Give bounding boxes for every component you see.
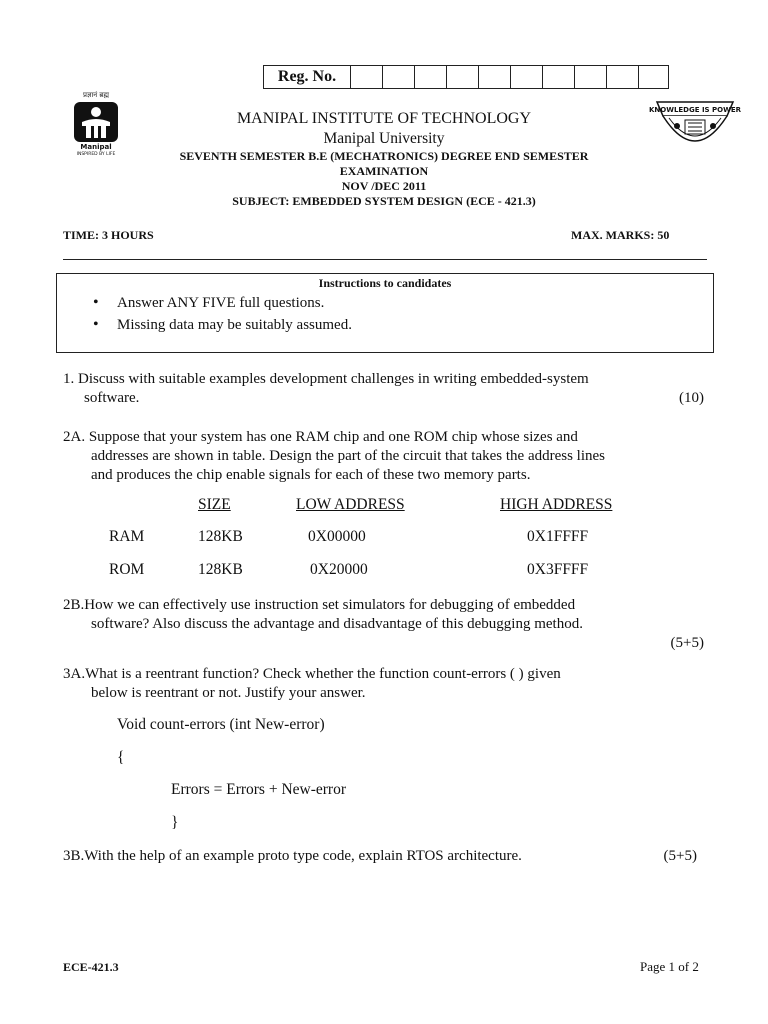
question-3a-line2: below is reentrant or not. Justify your answer. [91,685,366,701]
table-row [100,528,612,561]
institute-name: MANIPAL INSTITUTE OF TECHNOLOGY [236,110,532,127]
table-cell-chip: ROM [109,561,145,578]
table-cell-high: 0X3FFFF [527,561,589,578]
footer-page-number: Page 1 of 2 [640,959,699,974]
reg-no-label: Reg. No. [264,66,351,88]
question-1-line1: 1. Discuss with suitable examples development challenges in writing embedded-system [63,371,589,387]
question-2b-marks: (5+5) [670,635,704,651]
table-cell-low: 0X20000 [310,561,368,578]
question-2b-line1: 2B.How we can effectively use instruction set simulators for debugging of embedded [63,597,576,613]
instruction-item: • Missing data may be suitably assumed. [93,314,352,336]
question-1-line2-row [63,389,704,408]
question-2a-line1: 2A. Suppose that your system has one RAM chip and one ROM chip whose sizes and [63,429,578,445]
svg-text:Manipal: Manipal [80,143,112,151]
question-3a-line1: 3A.What is a reentrant function? Check whether the function count-errors ( ) given [63,666,561,682]
subject-line: SUBJECT: EMBEDDED SYSTEM DESIGN (ECE - 421.3) [232,194,536,208]
table-row [100,561,612,593]
reg-no-cell[interactable] [607,66,639,88]
session-line: NOV /DEC 2011 [341,179,427,193]
reg-no-box [263,65,669,89]
svg-text:KNOWLEDGE IS POWER: KNOWLEDGE IS POWER [648,106,742,114]
table-cell-size: 128KB [198,528,243,545]
reg-no-cell[interactable] [511,66,543,88]
exam-line: EXAMINATION [339,164,429,178]
table-cell-low: 0X00000 [308,528,366,545]
question-1 [63,370,704,408]
reg-no-cell[interactable] [543,66,575,88]
reg-no-cell[interactable] [383,66,415,88]
reg-no-cell[interactable] [447,66,479,88]
question-2a-line2: addresses are shown in table. Design the part of the circuit that takes the address lines [91,448,606,464]
table-header-size: SIZE [198,496,231,513]
memory-table [100,496,612,593]
max-marks: MAX. MARKS: 50 [571,228,670,242]
question-3b [63,847,697,866]
question-1-line2: software. [84,390,140,406]
code-line: } [171,814,179,831]
table-cell-size: 128KB [198,561,243,578]
reg-no-cell[interactable] [575,66,607,88]
table-header-row [100,496,612,528]
reg-no-cell[interactable] [639,66,668,88]
semester-line: SEVENTH SEMESTER B.E (MECHATRONICS) DEGREE END SEMESTER [179,149,589,163]
question-2b-line2: software? Also discuss the advantage and disadvantage of this debugging method. [91,616,583,632]
reg-no-cell[interactable] [351,66,383,88]
instruction-item: • Answer ANY FIVE full questions. [93,292,352,314]
question-2b [63,596,704,653]
question-3a [63,665,704,703]
reg-no-cell[interactable] [479,66,511,88]
instructions-title: Instructions to candidates [318,276,452,290]
exam-time: TIME: 3 HOURS [63,228,154,242]
footer-course-code: ECE-421.3 [63,960,119,974]
instructions-box [56,273,714,353]
question-1-marks: (10) [679,390,704,406]
code-line: Void count-errors (int New-error) [117,716,325,733]
university-name: Manipal University [323,130,445,147]
table-cell-chip: RAM [109,528,145,545]
table-header-low-address: LOW ADDRESS [296,496,405,513]
table-cell-high: 0X1FFFF [527,528,589,545]
instructions-list [93,292,352,336]
code-line: { [117,749,125,766]
reg-no-cell[interactable] [415,66,447,88]
svg-text:INSPIRED BY LIFE: INSPIRED BY LIFE [76,152,116,157]
question-2a-line3: and produces the chip enable signals for each of these two memory parts. [91,467,531,483]
table-header-high-address: HIGH ADDRESS [500,496,613,513]
question-3b-text: 3B.With the help of an example proto type code, explain RTOS architecture. [63,848,522,864]
table-header-cell [100,496,198,528]
header-divider [63,259,707,260]
question-2a [63,428,704,485]
code-line: Errors = Errors + New-error [171,781,346,798]
svg-text:प्रज्ञानं ब्रह्म: प्रज्ञानं ब्रह्म [83,91,109,99]
question-3b-marks: (5+5) [663,848,697,864]
